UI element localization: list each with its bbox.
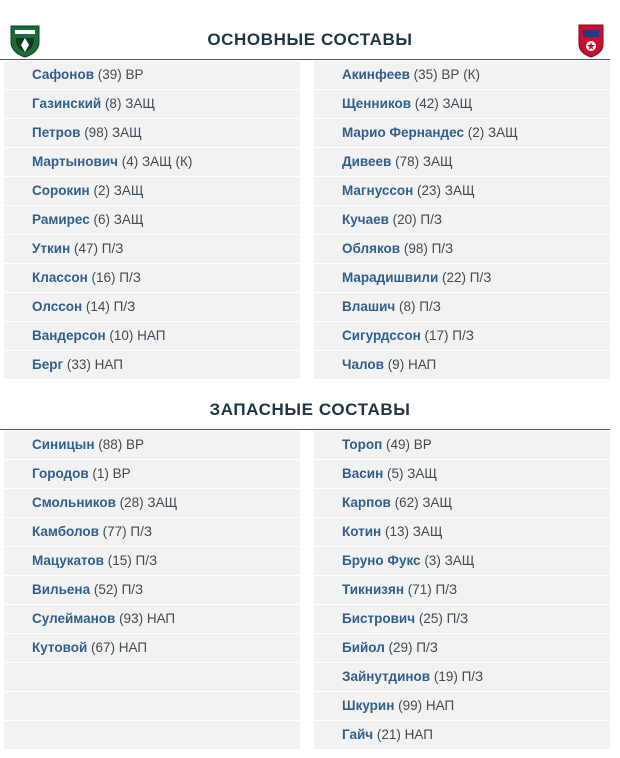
player-name[interactable]: Магнуссон	[342, 183, 414, 198]
player-row	[314, 293, 610, 321]
player-name[interactable]: Петров	[32, 125, 81, 140]
player-row	[314, 547, 610, 575]
player-info: (19) П/З	[430, 669, 484, 684]
player-name[interactable]: Олссон	[32, 299, 83, 314]
player-name[interactable]: Кучаев	[342, 212, 389, 227]
krasnodar-starting-list	[4, 61, 300, 380]
player-row	[4, 489, 300, 517]
cska-crest-icon	[576, 22, 606, 58]
player-name[interactable]: Чалов	[342, 357, 384, 372]
cska-subs-list	[314, 431, 610, 750]
player-row	[4, 90, 300, 118]
player-info: (77) П/З	[98, 524, 153, 539]
player-info: (22) П/З	[438, 270, 492, 285]
player-info: (1) ВР	[88, 466, 131, 481]
player-info: (23) ЗАЩ	[413, 183, 475, 198]
player-name[interactable]: Щенников	[342, 96, 411, 111]
player-row	[4, 351, 300, 379]
player-info: (20) П/З	[388, 212, 443, 227]
player-name[interactable]: Тороп	[342, 437, 383, 452]
empty-row	[4, 721, 300, 749]
player-info: (3) ЗАЩ	[420, 553, 475, 568]
player-name[interactable]: Газинский	[32, 96, 102, 111]
player-row	[314, 663, 610, 691]
player-name[interactable]: Акинфеев	[342, 67, 410, 82]
table-top-rule	[0, 429, 610, 430]
player-row	[4, 264, 300, 292]
player-row	[4, 61, 300, 89]
player-info: (52) П/З	[90, 582, 144, 597]
player-info: (9) НАП	[383, 357, 437, 372]
player-info: (35) ВР (К)	[409, 67, 481, 82]
empty-row	[4, 663, 300, 691]
player-row	[4, 177, 300, 205]
player-row	[4, 576, 300, 604]
player-name[interactable]: Зайнутдинов	[342, 669, 431, 684]
player-info: (13) ЗАЩ	[381, 524, 443, 539]
player-info: (62) ЗАЩ	[390, 495, 453, 510]
table-top-rule	[0, 59, 610, 60]
substitutes-title: ЗАПАСНЫЕ СОСТАВЫ	[209, 400, 411, 419]
player-name[interactable]: Тикнизян	[342, 582, 404, 597]
player-info: (10) НАП	[105, 328, 166, 343]
player-row	[314, 206, 610, 234]
player-info: (99) НАП	[394, 698, 455, 713]
player-name[interactable]: Шкурин	[342, 698, 395, 713]
player-row	[314, 634, 610, 662]
player-row	[314, 489, 610, 517]
player-info: (47) П/З	[70, 241, 124, 256]
player-name[interactable]: Берг	[32, 357, 64, 372]
player-info: (88) ВР	[94, 437, 145, 452]
player-name[interactable]: Смольников	[32, 495, 116, 510]
player-row	[314, 90, 610, 118]
player-info: (2) ЗАЩ	[89, 183, 144, 198]
player-row	[4, 148, 300, 176]
player-row	[314, 721, 610, 749]
starting-lineups-title: ОСНОВНЫЕ СОСТАВЫ	[207, 30, 413, 49]
player-name[interactable]: Сорокин	[32, 183, 90, 198]
player-row	[314, 692, 610, 720]
krasnodar-subs-list	[4, 431, 300, 750]
player-name[interactable]: Синицын	[32, 437, 95, 452]
player-name[interactable]: Дивеев	[342, 154, 392, 169]
player-row	[314, 605, 610, 633]
player-row	[314, 235, 610, 263]
player-row	[314, 431, 610, 459]
player-name[interactable]: Вильена	[32, 582, 91, 597]
player-row	[314, 119, 610, 147]
player-row	[4, 605, 300, 633]
player-info: (4) ЗАЩ (К)	[117, 154, 193, 169]
player-row	[4, 518, 300, 546]
player-name[interactable]: Мартынович	[32, 154, 118, 169]
player-info: (78) ЗАЩ	[391, 154, 453, 169]
player-name[interactable]: Рамирес	[32, 212, 90, 227]
player-info: (8) ЗАЩ	[101, 96, 156, 111]
player-row	[314, 576, 610, 604]
player-name[interactable]: Классон	[32, 270, 88, 285]
player-info: (16) П/З	[87, 270, 141, 285]
player-name[interactable]: Бистрович	[342, 611, 416, 626]
player-name[interactable]: Сафонов	[32, 67, 95, 82]
player-row	[314, 351, 610, 379]
player-name[interactable]: Обляков	[342, 241, 401, 256]
player-info: (5) ЗАЩ	[383, 466, 438, 481]
player-name[interactable]: Вандерсон	[32, 328, 106, 343]
player-row	[314, 460, 610, 488]
player-name[interactable]: Котин	[342, 524, 382, 539]
player-row	[314, 148, 610, 176]
player-name[interactable]: Бийол	[342, 640, 385, 655]
player-row	[4, 431, 300, 459]
player-name[interactable]: Сигурдссон	[342, 328, 421, 343]
player-info: (98) П/З	[400, 241, 454, 256]
player-info: (8) П/З	[395, 299, 441, 314]
player-name[interactable]: Мацукатов	[32, 553, 104, 568]
player-info: (39) ВР	[94, 67, 144, 82]
player-info: (98) ЗАЩ	[80, 125, 142, 140]
player-row	[314, 61, 610, 89]
player-row	[4, 119, 300, 147]
player-info: (42) ЗАЩ	[411, 96, 473, 111]
player-name[interactable]: Бруно Фукс	[342, 553, 421, 568]
player-info: (71) П/З	[403, 582, 458, 597]
player-row	[4, 634, 300, 662]
player-row	[4, 322, 300, 350]
player-row	[4, 235, 300, 263]
player-name[interactable]: Марадишвили	[342, 270, 439, 285]
player-info: (49) ВР	[382, 437, 432, 452]
player-info: (25) П/З	[415, 611, 469, 626]
player-name[interactable]: Карпов	[342, 495, 391, 510]
player-name[interactable]: Гайч	[342, 727, 374, 742]
empty-row	[4, 692, 300, 720]
player-row	[314, 322, 610, 350]
player-info: (67) НАП	[87, 640, 148, 655]
player-name[interactable]: Марио Фернандес	[342, 125, 464, 140]
player-name[interactable]: Васин	[342, 466, 384, 481]
player-info: (2) ЗАЩ	[463, 125, 518, 140]
player-info: (28) ЗАЩ	[115, 495, 178, 510]
player-row	[314, 264, 610, 292]
player-row	[314, 518, 610, 546]
player-info: (17) П/З	[420, 328, 474, 343]
player-row	[4, 460, 300, 488]
player-name[interactable]: Сулейманов	[32, 611, 116, 626]
player-name[interactable]: Городов	[32, 466, 89, 481]
player-row	[4, 206, 300, 234]
player-info: (15) П/З	[103, 553, 158, 568]
player-info: (14) П/З	[82, 299, 136, 314]
player-name[interactable]: Кутовой	[32, 640, 88, 655]
player-info: (33) НАП	[63, 357, 123, 372]
player-name[interactable]: Камболов	[32, 524, 99, 539]
player-name[interactable]: Влашич	[342, 299, 396, 314]
player-row	[314, 177, 610, 205]
player-info: (93) НАП	[115, 611, 176, 626]
player-name[interactable]: Уткин	[32, 241, 71, 256]
player-row	[4, 293, 300, 321]
cska-starting-list	[314, 61, 610, 380]
player-info: (29) П/З	[384, 640, 438, 655]
player-info: (6) ЗАЩ	[89, 212, 144, 227]
player-info: (21) НАП	[373, 727, 433, 742]
player-row	[4, 547, 300, 575]
